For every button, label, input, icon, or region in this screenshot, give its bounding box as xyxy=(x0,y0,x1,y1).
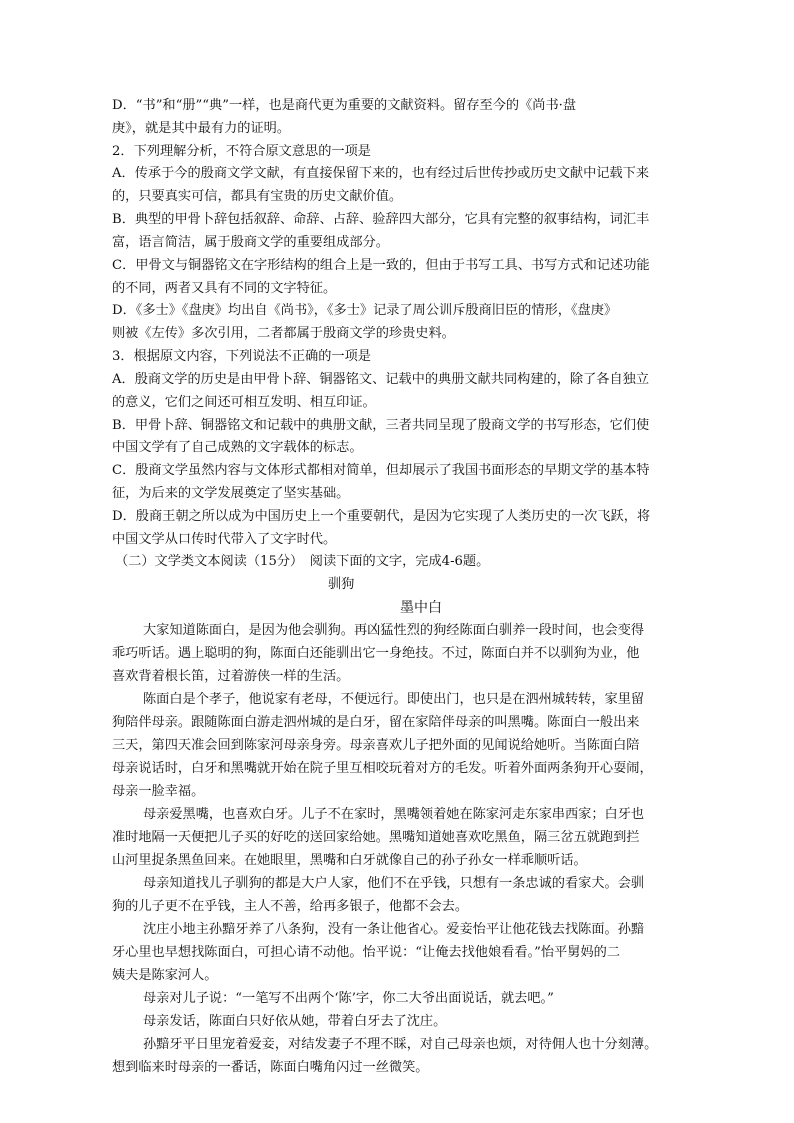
text-line: D．殷商王朝之所以成为中国历史上一个重要朝代，是因为它实现了人类历史的一次飞跃，将 xyxy=(112,509,651,524)
text-line: 陈面白是个孝子，他说家有老母，不便远行。即使出门，也只是在泗州城转转，家里留 xyxy=(143,692,645,707)
text-line: 母亲对儿子说：“一笔写不出两个‘陈’字，你二大爷出面说话，就去吧。” xyxy=(143,991,554,1006)
text-line: 富，语言简洁，属于殷商文学的重要组成部分。 xyxy=(112,235,389,250)
text-line: 的意义，它们之间还可相互发明、相互印证。 xyxy=(112,395,376,410)
text-line: B．甲骨卜辞、铜器铭文和记载中的典册文献，三者共同呈现了殷商文学的书写形态，它们使 xyxy=(112,418,650,433)
text-line: 牙心里也早想找陈面白，可担心请不动他。怡平说：“让俺去找他娘看看。”怡平舅妈的二 xyxy=(112,945,621,960)
text-line: 姨夫是陈家河人。 xyxy=(112,968,218,983)
text-line: 沈庄小地主孙黯牙养了八条狗，没有一条让他省心。爱妾怡平让他花钱去找陈面。孙黯 xyxy=(143,922,645,937)
text-line: 母亲知道找儿子驯狗的都是大户人家，他们不在乎钱，只想有一条忠诚的看家犬。会驯 xyxy=(143,876,645,891)
text-line: 狗的儿子更不在乎钱，主人不善，给再多银子，他都不会去。 xyxy=(112,899,469,914)
text-line: 中国文学有了自己成熟的文字载体的标志。 xyxy=(112,440,363,455)
text-line: C．殷商文学虽然内容与文体形式都相对简单，但却展示了我国书面形态的早期文学的基本特 xyxy=(112,463,650,478)
text-line: D．《多士》《盘庚》均出自《尚书》，《多士》记录了周公训斥殷商旧臣的情形，《盘庚》 xyxy=(112,303,618,318)
text-line: 中国文学从口传时代带入了文字时代。 xyxy=(112,532,337,547)
question-3-stem: 3．根据原文内容，下列说法不正确的一项是 xyxy=(112,349,371,364)
text-line: 山河里捉条黑鱼回来。在她眼里，黑嘴和白牙就像自己的孙子孙女一样乖顺听话。 xyxy=(112,853,587,868)
text-line: C．甲骨文与铜器铭文在字形结构的组合上是一致的，但由于书写工具、书写方式和记述功能 xyxy=(112,258,650,273)
story-title: 驯狗 xyxy=(328,577,355,592)
text-line: 征，为后来的文学发展奠定了坚实基础。 xyxy=(112,486,350,501)
text-line: 乖巧听话。遇上聪明的狗，陈面白还能驯出它一身绝技。不过，陈面白并不以驯狗为业，他 xyxy=(112,646,640,661)
text-line: 大家知道陈面白，是因为他会驯狗。再凶猛性烈的狗经陈面白驯养一段时间，也会变得 xyxy=(143,623,645,638)
text-line: 三天，第四天准会回到陈家河母亲身旁。母亲喜欢儿子把外面的见闻说给她听。当陈面白陪 xyxy=(112,738,640,753)
text-line: 想到临来时母亲的一番话，陈面白嘴角闪过一丝微笑。 xyxy=(112,1060,429,1075)
text-line: 母亲一脸幸福。 xyxy=(112,784,205,799)
text-line: 母亲说话时，白牙和黑嘴就开始在院子里互相咬玩着对方的毛发。听着外面两条狗开心耍闹， xyxy=(112,761,653,776)
text-line: 喜欢背着根长笛，过着游侠一样的生活。 xyxy=(112,669,350,684)
text-line: 则被《左传》多次引用，二者都属于殷商文学的珍贵史料。 xyxy=(112,326,455,341)
text-line: 孙黯牙平日里宠着爱妾，对结发妻子不理不睬，对自己母亲也烦，对待佣人也十分刻薄。 xyxy=(143,1037,658,1052)
text-line: 母亲发话，陈面白只好依从她，带着白牙去了沈庄。 xyxy=(143,1014,447,1029)
question-2-stem: 2．下列理解分析，不符合原文意思的一项是 xyxy=(112,144,371,159)
story-author: 墨中白 xyxy=(400,600,442,616)
text-line: D．“书”和“册”“典”一样，也是商代更为重要的文献资料。留存至今的《尚书·盘 xyxy=(112,98,577,113)
text-line: 的，只要真实可信，都具有宝贵的历史文献价值。 xyxy=(112,189,403,204)
text-line: 庚》，就是其中最有力的证明。 xyxy=(112,121,291,136)
text-line: 的不同，两者又具有不同的文字特征。 xyxy=(112,281,337,296)
text-line: 母亲爱黑嘴，也喜欢白牙。儿子不在家时，黑嘴领着她在陈家河走东家串西家；白牙也 xyxy=(143,807,645,822)
text-line: 准时地隔一天便把儿子买的好吃的送回家给她。黑嘴知道她喜欢吃黑鱼，隔三岔五就跑到拦 xyxy=(112,830,640,845)
text-line: A．传承于今的殷商文学文献，有直接保留下来的，也有经过后世传抄或历史文献中记载下来 xyxy=(112,166,650,181)
text-line: A．殷商文学的历史是由甲骨卜辞、铜器铭文、记载中的典册文献共同构建的，除了各自独立 xyxy=(112,372,650,387)
text-line: 狗陪伴母亲。跟随陈面白游走泗州城的是白牙，留在家陪伴母亲的叫黑嘴。陈面白一般出来 xyxy=(112,715,640,730)
text-line: B．典型的甲骨卜辞包括叙辞、命辞、占辞、验辞四大部分，它具有完整的叙事结构，词汇丰 xyxy=(112,212,650,227)
section-heading: （二）文学类文本阅读（15分） 阅读下面的文字，完成4-6题。 xyxy=(115,554,490,569)
